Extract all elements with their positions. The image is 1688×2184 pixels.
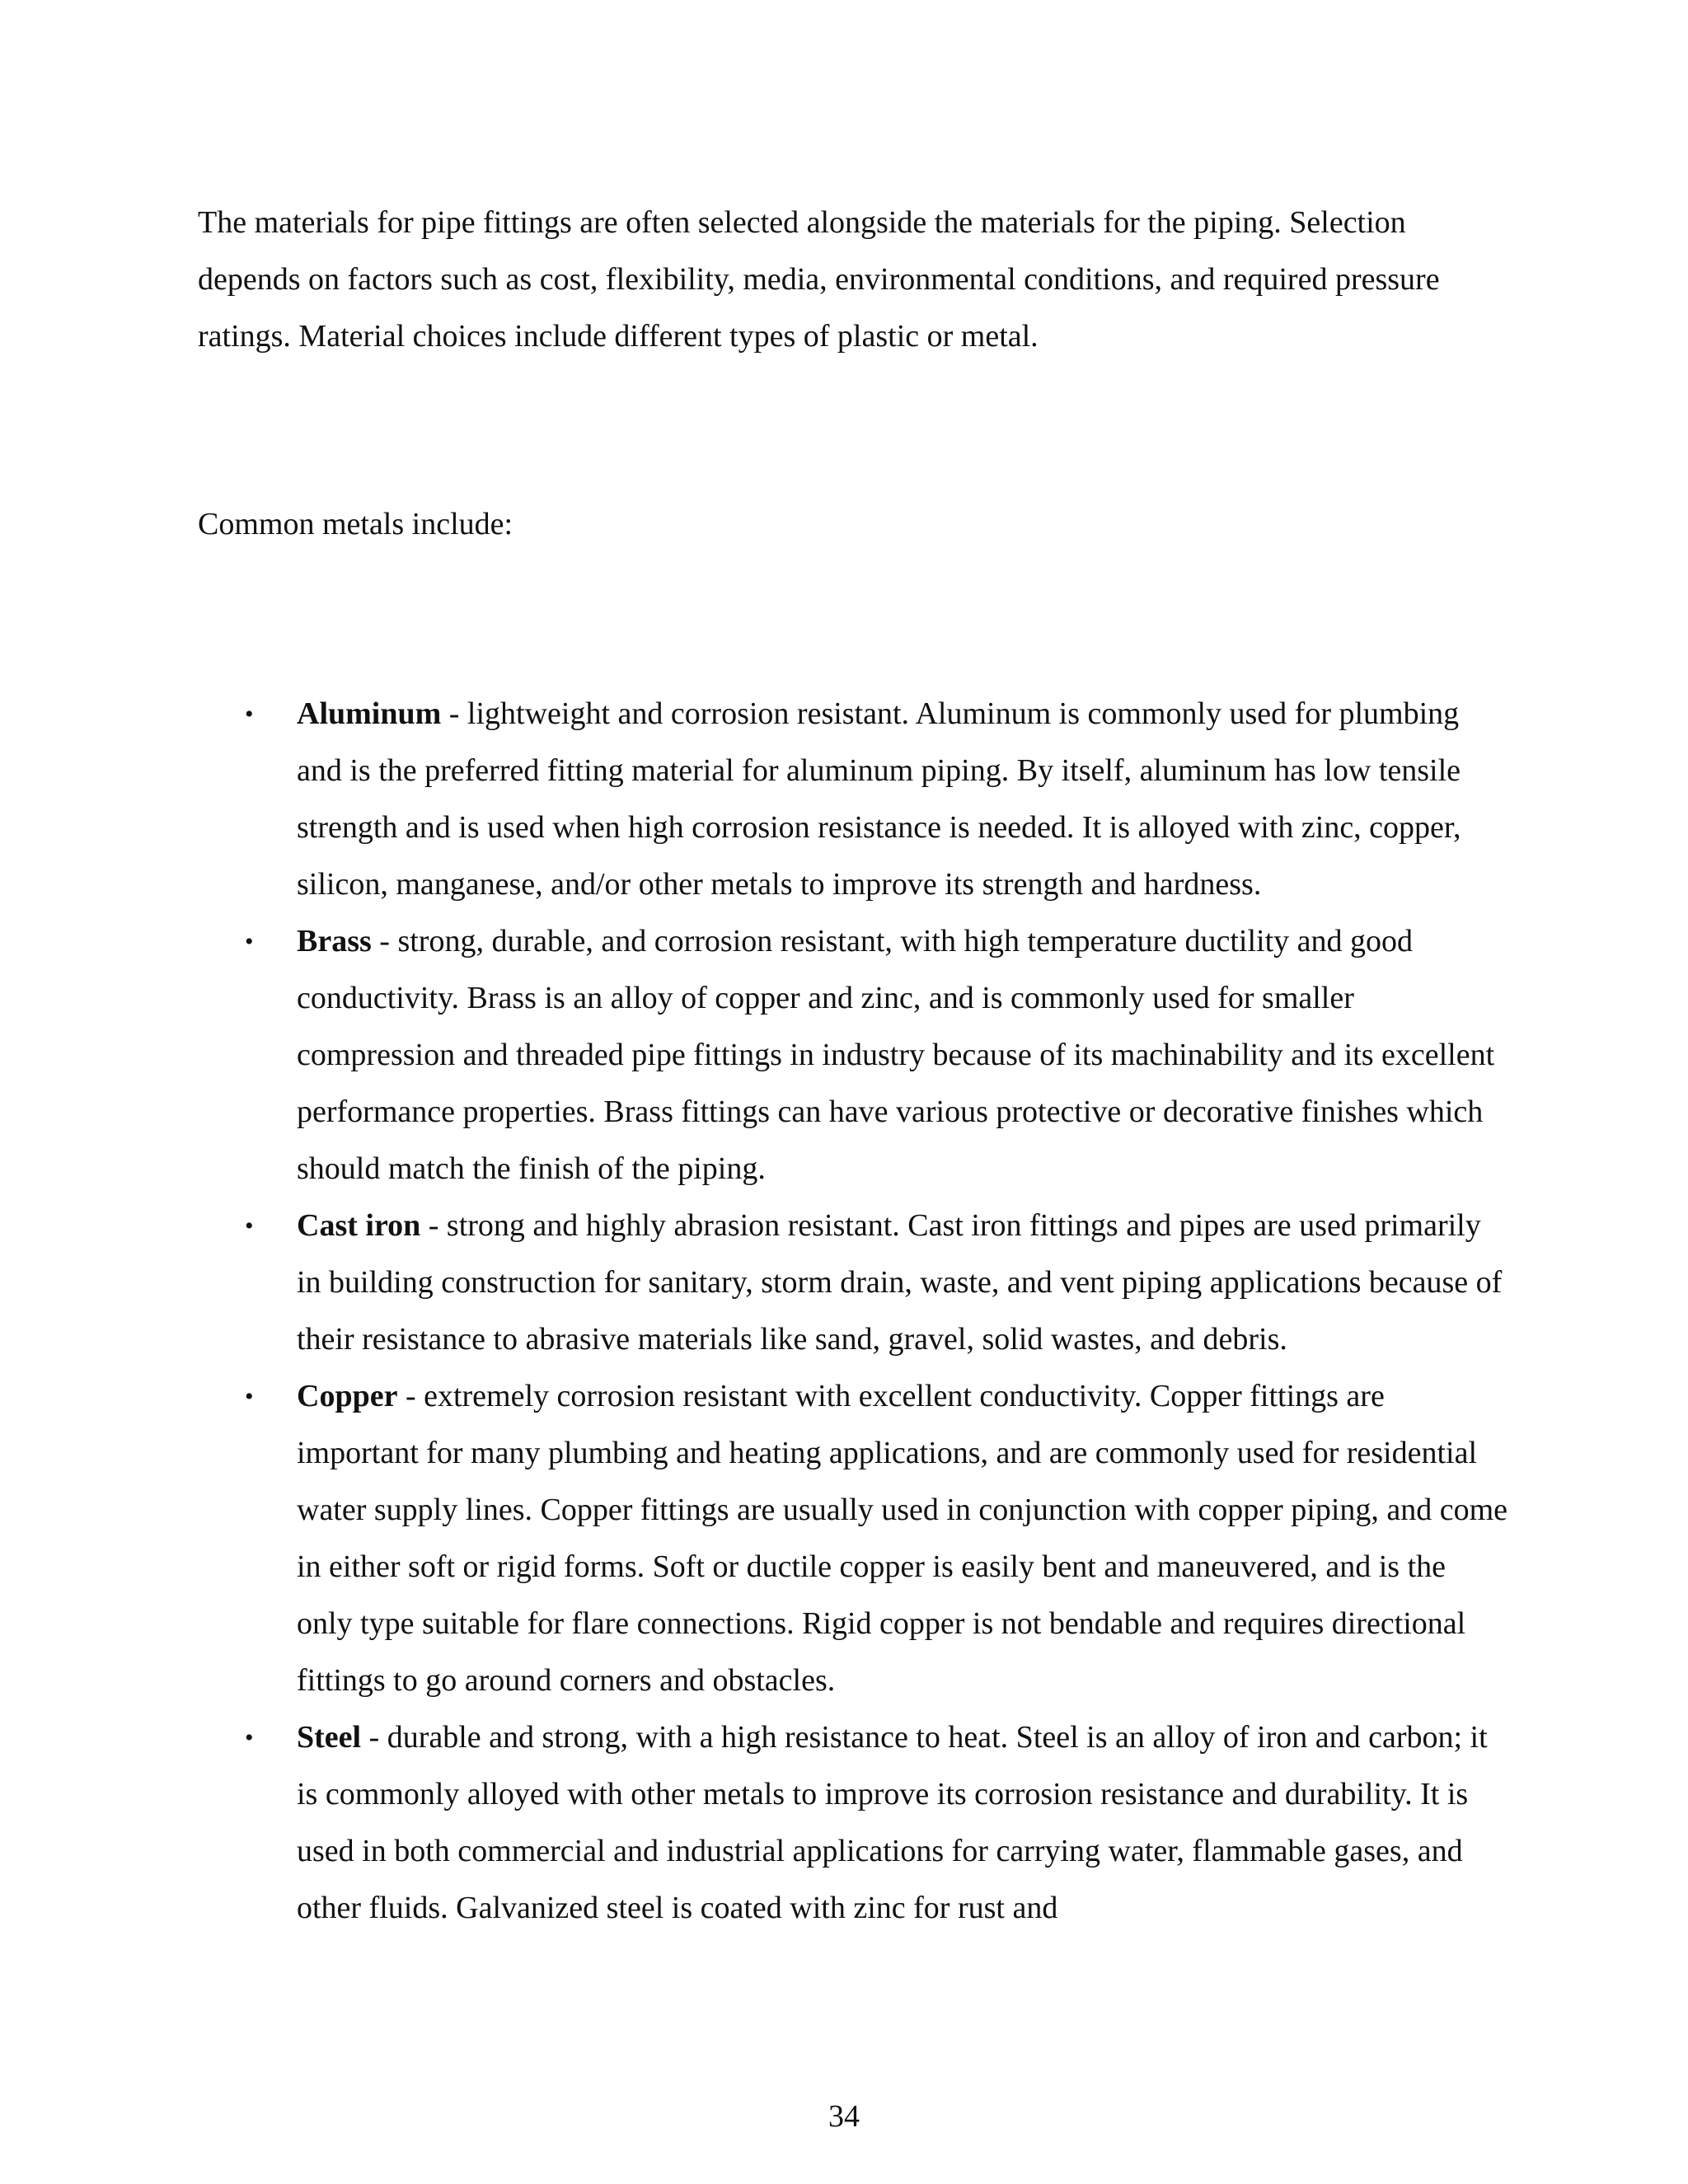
description-brass: - strong, durable, and corrosion resistant, with high temperature ductility and good conductivity. Brass is an alloy of copper and zinc, and is commonly used for smaller compression and threaded pipe fittings in industry because of its machinability and its excellent performance properties. Brass fittings can have various protective or decorative finishes which should match the finish of the piping. bbox=[297, 924, 1495, 1186]
list-item-cast-iron bbox=[245, 1197, 1508, 1368]
bullet-icon: • bbox=[245, 1212, 254, 1240]
bullet-icon: • bbox=[245, 1383, 254, 1410]
list-item-brass bbox=[245, 913, 1508, 1197]
list-item-steel bbox=[245, 1709, 1508, 1937]
description-aluminum: - lightweight and corrosion resistant. Aluminum is commonly used for plumbing and is the preferred fitting material for aluminum piping. By itself, aluminum has low tensile strength and is used when high corrosion resistance is needed. It is alloyed with zinc, copper, silicon, manganese, and/or other metals to improve its strength and hardness. bbox=[297, 696, 1461, 902]
term-copper: Copper bbox=[297, 1379, 398, 1413]
term-steel: Steel bbox=[297, 1720, 362, 1755]
term-aluminum: Aluminum bbox=[297, 696, 442, 731]
description-cast-iron: - strong and highly abrasion resistant. Cast iron fittings and pipes are used primarily in building construction for sanitary, storm drain, waste, and vent piping applications because of their resistance to abrasive materials like sand, gravel, solid wastes, and debris. bbox=[297, 1208, 1503, 1357]
list-item-aluminum bbox=[245, 686, 1508, 913]
metal-list bbox=[0, 686, 1688, 1937]
bullet-icon: • bbox=[245, 701, 254, 728]
bullet-icon: • bbox=[245, 928, 254, 955]
metals-heading: Common metals include: bbox=[198, 507, 513, 541]
page-number: 34 bbox=[828, 2099, 860, 2134]
intro-paragraph: The materials for pipe fittings are often selected alongside the materials for the piping. Selection depends on factors such as cost, flexibility, media, environmental conditions, and required pressure ratings. Material choices include different types of plastic or metal. bbox=[198, 205, 1440, 354]
bullet-icon: • bbox=[245, 1724, 254, 1751]
term-cast-iron: Cast iron bbox=[297, 1208, 421, 1243]
description-copper: - extremely corrosion resistant with excellent conductivity. Copper fittings are important for many plumbing and heating applications, and are commonly used for residential water supply lines. Copper fittings are usually used in conjunction with copper piping, and come in either soft or rigid forms. Soft or ductile copper is easily bent and maneuvered, and is the only type suitable for flare connections. Rigid copper is not bendable and requires directional fittings to go around corners and obstacles. bbox=[297, 1379, 1508, 1698]
list-item-copper bbox=[245, 1368, 1508, 1709]
term-brass: Brass bbox=[297, 924, 372, 958]
description-steel: - durable and strong, with a high resistance to heat. Steel is an alloy of iron and carbon; it is commonly alloyed with other metals to improve its corrosion resistance and durability. It is used in both commercial and industrial applications for carrying water, flammable gases, and other fluids. Galvanized steel is coated with zinc for rust and bbox=[297, 1720, 1488, 1925]
